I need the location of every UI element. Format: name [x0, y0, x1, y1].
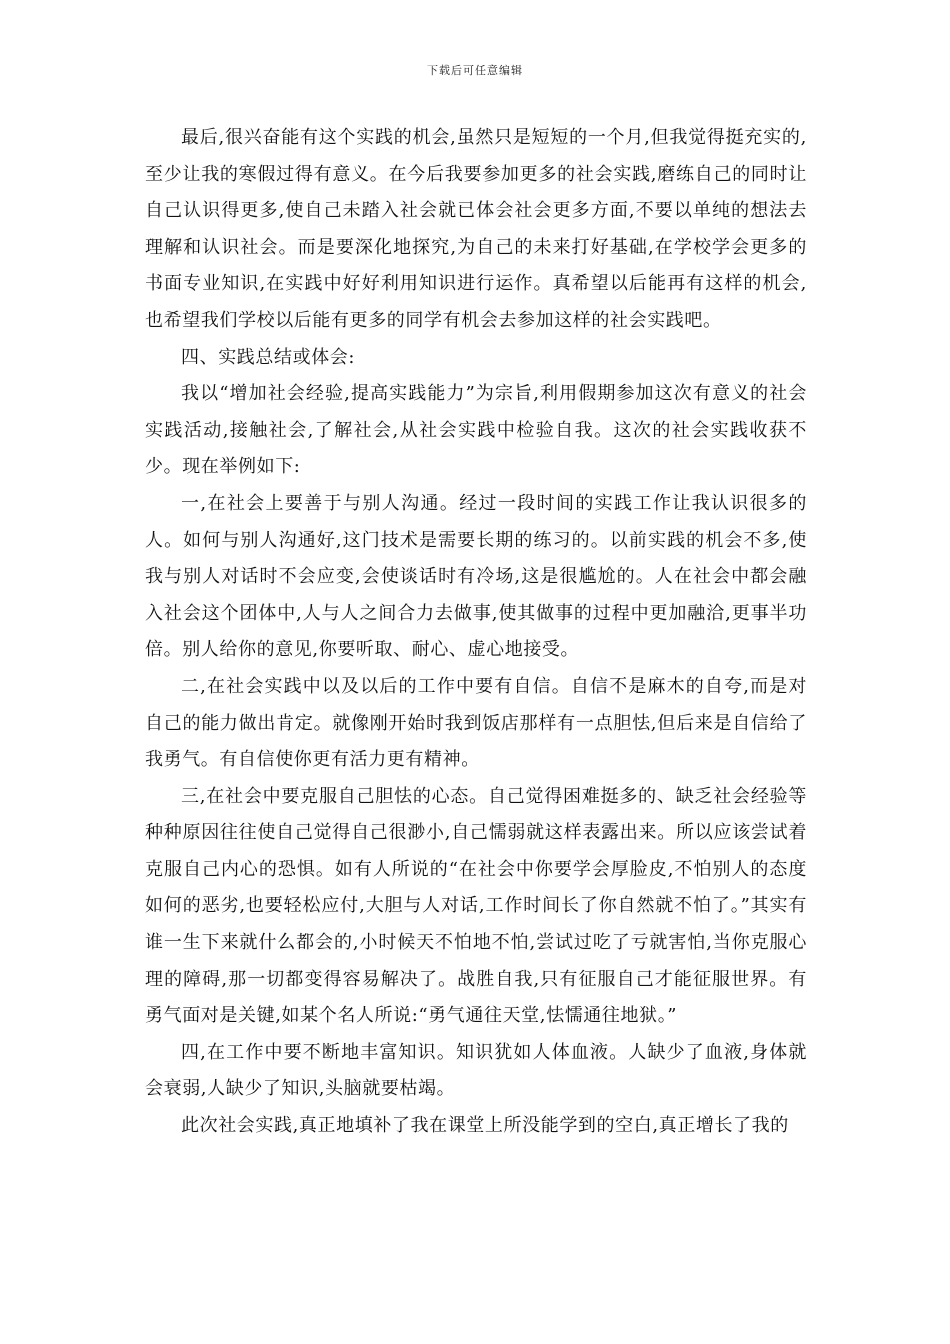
paragraph-closing: 此次社会实践,真正地填补了我在课堂上所没能学到的空白,真正增长了我的 [181, 1115, 789, 1137]
paragraph-point-three: 三,在社会中要克服自己胆怯的心态。自己觉得困难挺多的、缺乏社会经验等种种原因往往使自己觉得自己很渺小,自己懦弱就这样表露出来。所以应该尝试着克服自己内心的恐惧。如有人所说的“在社会中你要学会厚脸皮,不怕别人的态度如何的恶劣,也要轻松应付,大胆与人对话,工作时间长了你自然就不怕了。”其实有谁一生下来就什么都会的,小时候天不怕地不怕,尝试过吃了亏就害怕,当你克服心理的障碍,那一切都变得容易解决了。战胜自我,只有征服自己才能征服世界。有勇气面对是关键,如某个名人所说:“勇气通往天堂,怯懦通往地狱。” [145, 785, 807, 1027]
paragraph-point-one: 一,在社会上要善于与别人沟通。经过一段时间的实践工作让我认识很多的人。如何与别人沟通好,这门技术是需要长期的练习的。以前实践的机会不多,使我与别人对话时不会应变,会使谈话时有冷场,这是很尴尬的。人在社会中都会融入社会这个团体中,人与人之间合力去做事,使其做事的过程中更加融洽,更事半功倍。别人给你的意见,你要听取、耐心、虚心地接受。 [145, 492, 807, 661]
page-header-note: 下载后可任意编辑 [427, 64, 523, 77]
document-body [145, 120, 807, 1145]
paragraph-conclusion: 最后,很兴奋能有这个实践的机会,虽然只是短短的一个月,但我觉得挺充实的,至少让我的寒假过得有意义。在今后我要参加更多的社会实践,磨练自己的同时让自己认识得更多,使自己未踏入社会就已体会社会更多方面,不要以单纯的想法去理解和认识社会。而是要深化地探究,为自己的未来打好基础,在学校学会更多的书面专业知识,在实践中好好利用知识进行运作。真希望以后能再有这样的机会,也希望我们学校以后能有更多的同学有机会去参加这样的社会实践吧。 [145, 127, 807, 331]
paragraph-point-two: 二,在社会实践中以及以后的工作中要有自信。自信不是麻木的自夸,而是对自己的能力做出肯定。就像刚开始时我到饭店那样有一点胆怯,但后来是自信给了我勇气。有自信使你更有活力更有精神。 [145, 675, 807, 771]
paragraph-purpose: 我以“增加社会经验,提高实践能力”为宗旨,利用假期参加这次有意义的社会实践活动,接触社会,了解社会,从社会实践中检验自我。这次的社会实践收获不少。现在举例如下: [145, 383, 807, 478]
section-heading-summary: 四、实践总结或体会: [181, 346, 356, 368]
paragraph-point-four: 四,在工作中要不断地丰富知识。知识犹如人体血液。人缺少了血液,身体就会衰弱,人缺少了知识,头脑就要枯竭。 [145, 1041, 807, 1100]
